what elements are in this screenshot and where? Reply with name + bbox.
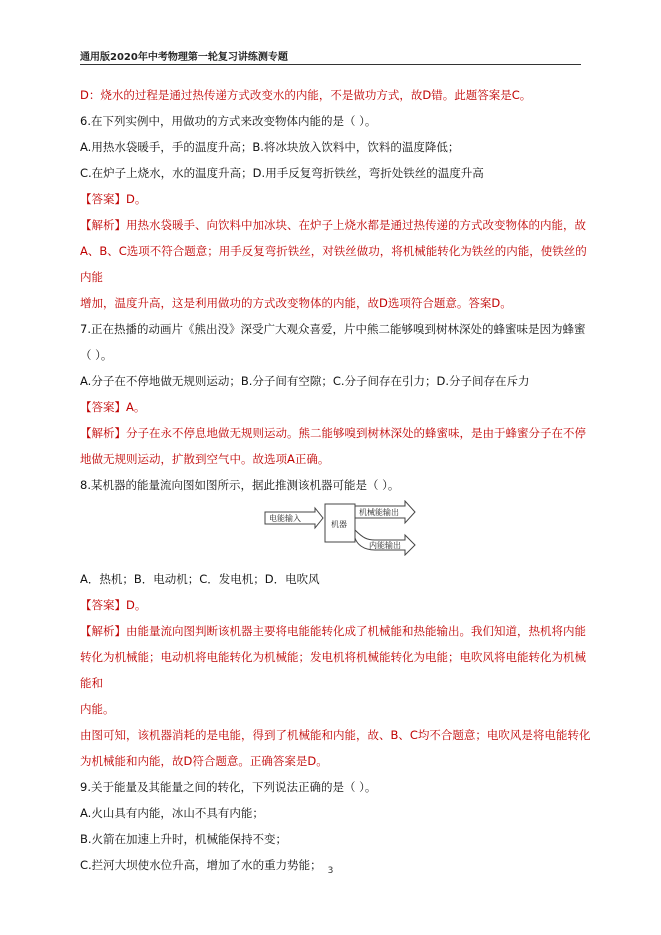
page-number: 3 [327,866,334,876]
answer-8: 【答案】D。 [80,598,147,612]
machine-label: 机器 [331,520,347,529]
question-6: 6.在下列实例中，用做功的方式来改变物体内能的是（ ）。 [80,114,377,128]
answer-6: 【答案】D。 [80,192,147,206]
document-body [80,82,595,878]
question-8: 8.某机器的能量流向图如图所示，据此推测该机器可能是（ ）。 [80,478,400,492]
explanation-8-line-4: 由图可知，该机器消耗的是电能，得到了机械能和内能，故、B、C均不合题意；电吹风是将电能转化 [80,728,591,742]
explanation-8-line-3: 内能。 [80,702,115,716]
question-9: 9.关于能量及其能量之间的转化，下列说法正确的是（ ）。 [80,780,377,794]
question-7-line-1: 7.正在热播的动画片《熊出没》深受广大观众喜爱，片中熊二能够嗅到树林深处的蜂蜜味是因为蜂蜜 [80,322,586,336]
explanation-6-line-2: A、B、C选项不符合题意；用手反复弯折铁丝，对铁丝做功，将机械能转化为铁丝的内能，使铁丝的内能 [80,244,587,284]
question-8-options: A．热机；B．电动机；C．发电机；D．电吹风 [80,572,320,586]
input-label: 电能输入 [269,514,301,523]
explanation-8-line-2: 转化为机械能；电动机将电能转化为机械能；发电机将机械能转化为电能；电吹风将电能转化为机械能和 [80,650,586,690]
explanation-line: D：烧水的过程是通过热传递方式改变水的内能，不是做功方式，故D错。此题答案是C。 [80,88,532,102]
question-9-option-c: C.拦河大坝使水位升高，增加了水的重力势能； [80,858,322,872]
explanation-7-line-2: 地做无规则运动，扩散到空气中。故选项A正确。 [80,452,330,466]
explanation-6-line-3: 增加，温度升高，这是利用做功的方式改变物体的内能，故D选项符合题意。答案D。 [80,296,512,310]
question-7-line-2: （ ）。 [80,348,113,362]
question-6-options-cd: C.在炉子上烧水，水的温度升高；D.用手反复弯折铁丝，弯折处铁丝的温度升高 [80,166,484,180]
explanation-8-line-1: 【解析】由能量流向图判断该机器主要将电能能转化成了机械能和热能输出。我们知道，热机将内能 [80,624,586,638]
question-6-options-ab: A.用热水袋暖手，手的温度升高；B.将冰块放入饮料中，饮料的温度降低； [80,140,460,154]
question-7-options: A.分子在不停地做无规则运动；B.分子间有空隙；C.分子间存在引力；D.分子间存在斥力 [80,374,530,388]
heat-output-label: 内能输出 [369,541,401,550]
mechanical-output-label: 机械能输出 [359,508,399,517]
header-divider [80,64,581,65]
answer-7: 【答案】A。 [80,400,146,414]
page-header: 通用版2020年中考物理第一轮复习讲练测专题 [80,52,288,63]
question-9-option-a: A.火山具有内能，冰山不具有内能； [80,806,264,820]
energy-flow-svg [263,500,423,556]
explanation-7-line-1: 【解析】分子在永不停息地做无规则运动。熊二能够嗅到树林深处的蜂蜜味，是由于蜂蜜分子在不停 [80,426,586,440]
explanation-8-line-5: 为机械能和内能，故D符合题意。正确答案是D。 [80,754,328,768]
question-9-option-b: B.火箭在加速上升时，机械能保持不变； [80,832,288,846]
energy-flow-diagram [80,500,595,560]
explanation-6-line-1: 【解析】用热水袋暖手、向饮料中加冰块、在炉子上烧水都是通过热传递的方式改变物体的内能，故 [80,218,586,232]
